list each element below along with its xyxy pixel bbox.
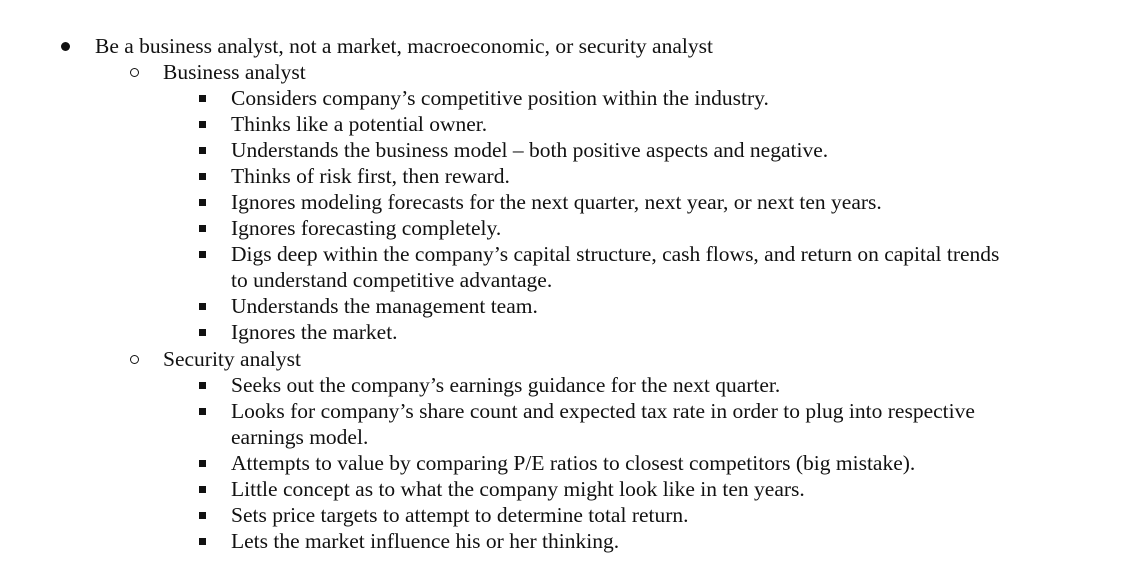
list-item: Ignores modeling forecasts for the next quarter, next year, or next ten years. <box>231 190 882 214</box>
list-item: Understands the business model – both positive aspects and negative. <box>231 138 829 162</box>
bullet-circle-icon <box>130 68 139 77</box>
list-item-continuation: earnings model. <box>231 425 369 449</box>
list-item: Digs deep within the company’s capital structure, cash flows, and return on capital trends <box>231 242 1000 266</box>
bullet-square-icon <box>199 199 206 206</box>
list-item: Considers company’s competitive position within the industry. <box>231 86 769 110</box>
bullet-square-icon <box>199 121 206 128</box>
security-analyst-heading: Security analyst <box>163 347 301 371</box>
list-item: Thinks like a potential owner. <box>231 112 488 136</box>
bullet-square-icon <box>199 303 206 310</box>
bullet-square-icon <box>199 486 206 493</box>
bullet-square-icon <box>199 173 206 180</box>
list-item: Ignores forecasting completely. <box>231 216 502 240</box>
bullet-square-icon <box>199 225 206 232</box>
bullet-square-icon <box>199 382 206 389</box>
list-item: Looks for company’s share count and expected tax rate in order to plug into respective <box>231 399 975 423</box>
list-item: Thinks of risk first, then reward. <box>231 164 510 188</box>
bullet-square-icon <box>199 460 206 467</box>
list-item: Understands the management team. <box>231 294 538 318</box>
bullet-square-icon <box>199 251 206 258</box>
bullet-disc-icon <box>61 42 70 51</box>
list-item: Ignores the market. <box>231 320 398 344</box>
list-item: Little concept as to what the company might look like in ten years. <box>231 477 805 501</box>
bullet-square-icon <box>199 147 206 154</box>
list-item: Seeks out the company’s earnings guidance for the next quarter. <box>231 373 781 397</box>
list-item: Sets price targets to attempt to determine total return. <box>231 503 689 527</box>
bullet-square-icon <box>199 408 206 415</box>
bullet-square-icon <box>199 512 206 519</box>
list-item: Lets the market influence his or her thinking. <box>231 529 620 553</box>
bullet-square-icon <box>199 329 206 336</box>
business-analyst-heading: Business analyst <box>163 60 306 84</box>
list-item-continuation: to understand competitive advantage. <box>231 268 553 292</box>
bullet-circle-icon <box>130 355 139 364</box>
bullet-square-icon <box>199 95 206 102</box>
bullet-square-icon <box>199 538 206 545</box>
top-bullet-text: Be a business analyst, not a market, macroeconomic, or security analyst <box>95 34 713 58</box>
list-item: Attempts to value by comparing P/E ratios to closest competitors (big mistake). <box>231 451 916 475</box>
